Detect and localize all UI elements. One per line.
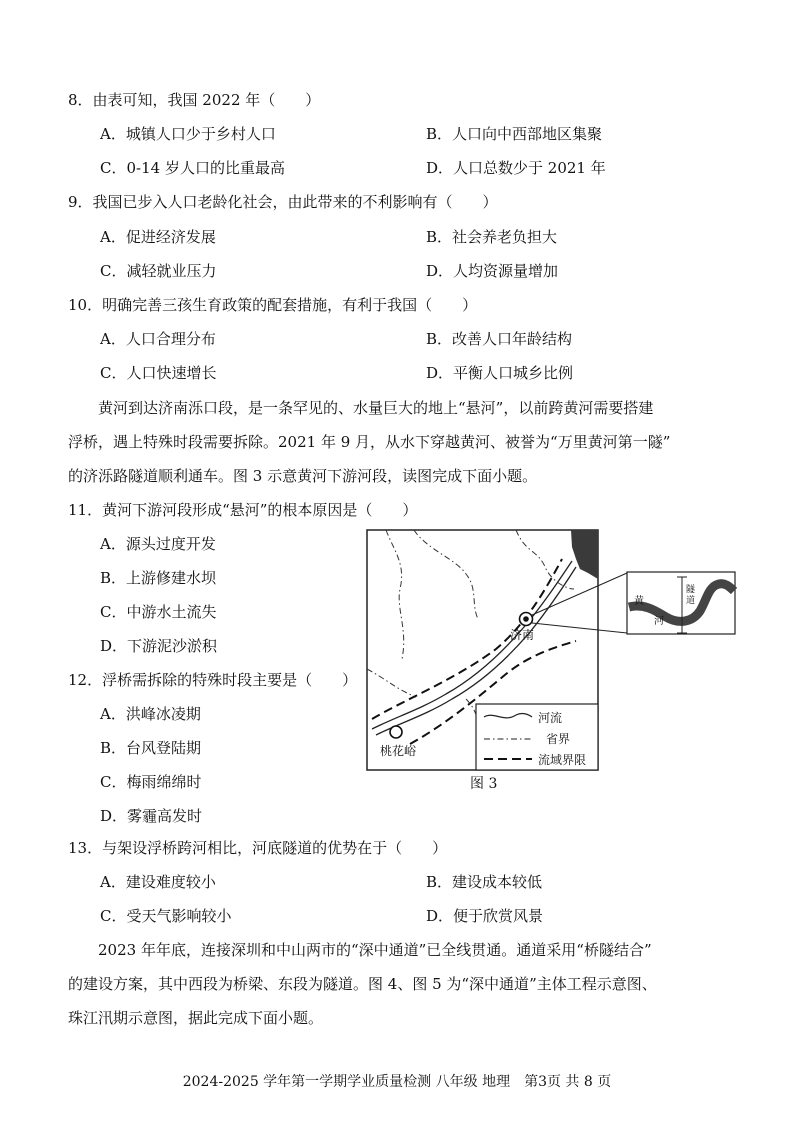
question-11-option-b: B．上游修建水坝 [100, 569, 217, 587]
question-11-stem: 11．黄河下游河段形成“悬河”的根本原因是（ ） [68, 501, 418, 519]
passage-1-line-2: 浮桥，遇上特殊时段需要拆除。2021 年 9 月，从水下穿越黄河、被誉为“万里黄河第一隧” [68, 433, 671, 451]
question-12-option-d: D．雾霾高发时 [100, 807, 203, 825]
question-9-stem: 9．我国已步入人口老龄化社会，由此带来的不利影响有（ ） [68, 193, 498, 211]
question-8-option-d: D．人口总数少于 2021 年 [426, 159, 606, 177]
question-12-option-a: A．洪峰冰凌期 [100, 705, 201, 723]
question-10-option-c: C．人口快速增长 [100, 364, 217, 382]
taohuayu-city-marker [390, 726, 402, 738]
passage-1-line-1: 黄河到达济南泺口段，是一条罕见的、水量巨大的地上“悬河”，以前跨黄河需要搭建 [68, 399, 654, 417]
question-10-option-a: A．人口合理分布 [100, 330, 216, 348]
question-11-option-d: D．下游泥沙淤积 [100, 637, 218, 655]
question-8-option-a: A．城镇人口少于乡村人口 [100, 125, 276, 143]
question-9-option-c: C．减轻就业压力 [100, 262, 217, 280]
question-12-option-c: C．梅雨绵绵时 [100, 773, 202, 791]
passage-2-line-3: 珠江汛期示意图，据此完成下面小题。 [68, 1009, 324, 1027]
jinan-label: 济南 [510, 628, 535, 642]
question-13-option-a: A．建设难度较小 [100, 873, 216, 891]
page-footer: 2024-2025 学年第一学期学业质量检测 八年级 地理 第3页 共 8 页 [182, 1074, 612, 1090]
question-9-option-b: B．社会养老负担大 [426, 228, 558, 246]
question-8-option-b: B．人口向中西部地区集聚 [426, 125, 603, 143]
question-12-option-b: B．台风登陆期 [100, 739, 202, 757]
question-13-option-d: D．便于欣赏风景 [426, 907, 544, 925]
question-13-option-b: B．建设成本较低 [426, 873, 543, 891]
question-13-option-c: C．受天气影响较小 [100, 907, 232, 925]
legend-province-label: 省界 [546, 732, 571, 746]
question-10-option-b: B．改善人口年龄结构 [426, 330, 573, 348]
question-11-option-c: C．中游水土流失 [100, 603, 217, 621]
question-8-stem: 8．由表可知，我国 2022 年（ ） [68, 91, 321, 109]
inset-tunnel-label-2: 道 [686, 596, 696, 606]
figure-3-map [366, 529, 776, 774]
inset-river-label-2: 河 [654, 616, 664, 627]
question-9-option-d: D．人均资源量增加 [426, 262, 559, 280]
figure-3-caption: 图 3 [470, 776, 498, 792]
inset-river-label-1: 黄 [634, 596, 644, 607]
question-10-option-d: D．平衡人口城乡比例 [426, 364, 574, 382]
question-11-option-a: A．源头过度开发 [100, 535, 216, 553]
passage-2-line-2: 的建设方案，其中西段为桥梁、东段为隧道。图 4、图 5 为“深中通道”主体工程示意图、 [68, 975, 657, 993]
jinan-city-dot [523, 616, 529, 622]
taohuayu-label: 桃花峪 [380, 744, 417, 758]
question-8-option-c: C．0-14 岁人口的比重最高 [100, 159, 285, 177]
question-9-option-a: A．促进经济发展 [100, 228, 216, 246]
question-12-stem: 12．浮桥需拆除的特殊时段主要是（ ） [68, 671, 358, 689]
legend-basin-label: 流域界限 [538, 753, 587, 767]
question-13-stem: 13．与架设浮桥跨河相比，河底隧道的优势在于（ ） [68, 839, 448, 857]
passage-2-line-1: 2023 年年底，连接深圳和中山两市的“深中通道”已全线贯通。通道采用“桥隧结合” [68, 941, 652, 959]
inset-tunnel-label-1: 隧 [686, 585, 696, 595]
passage-1-line-3: 的济泺路隧道顺利通车。图 3 示意黄河下游河段，读图完成下面小题。 [68, 467, 538, 485]
legend-river-label: 河流 [538, 711, 563, 725]
question-10-stem: 10．明确完善三孩生育政策的配套措施，有利于我国（ ） [68, 296, 478, 314]
